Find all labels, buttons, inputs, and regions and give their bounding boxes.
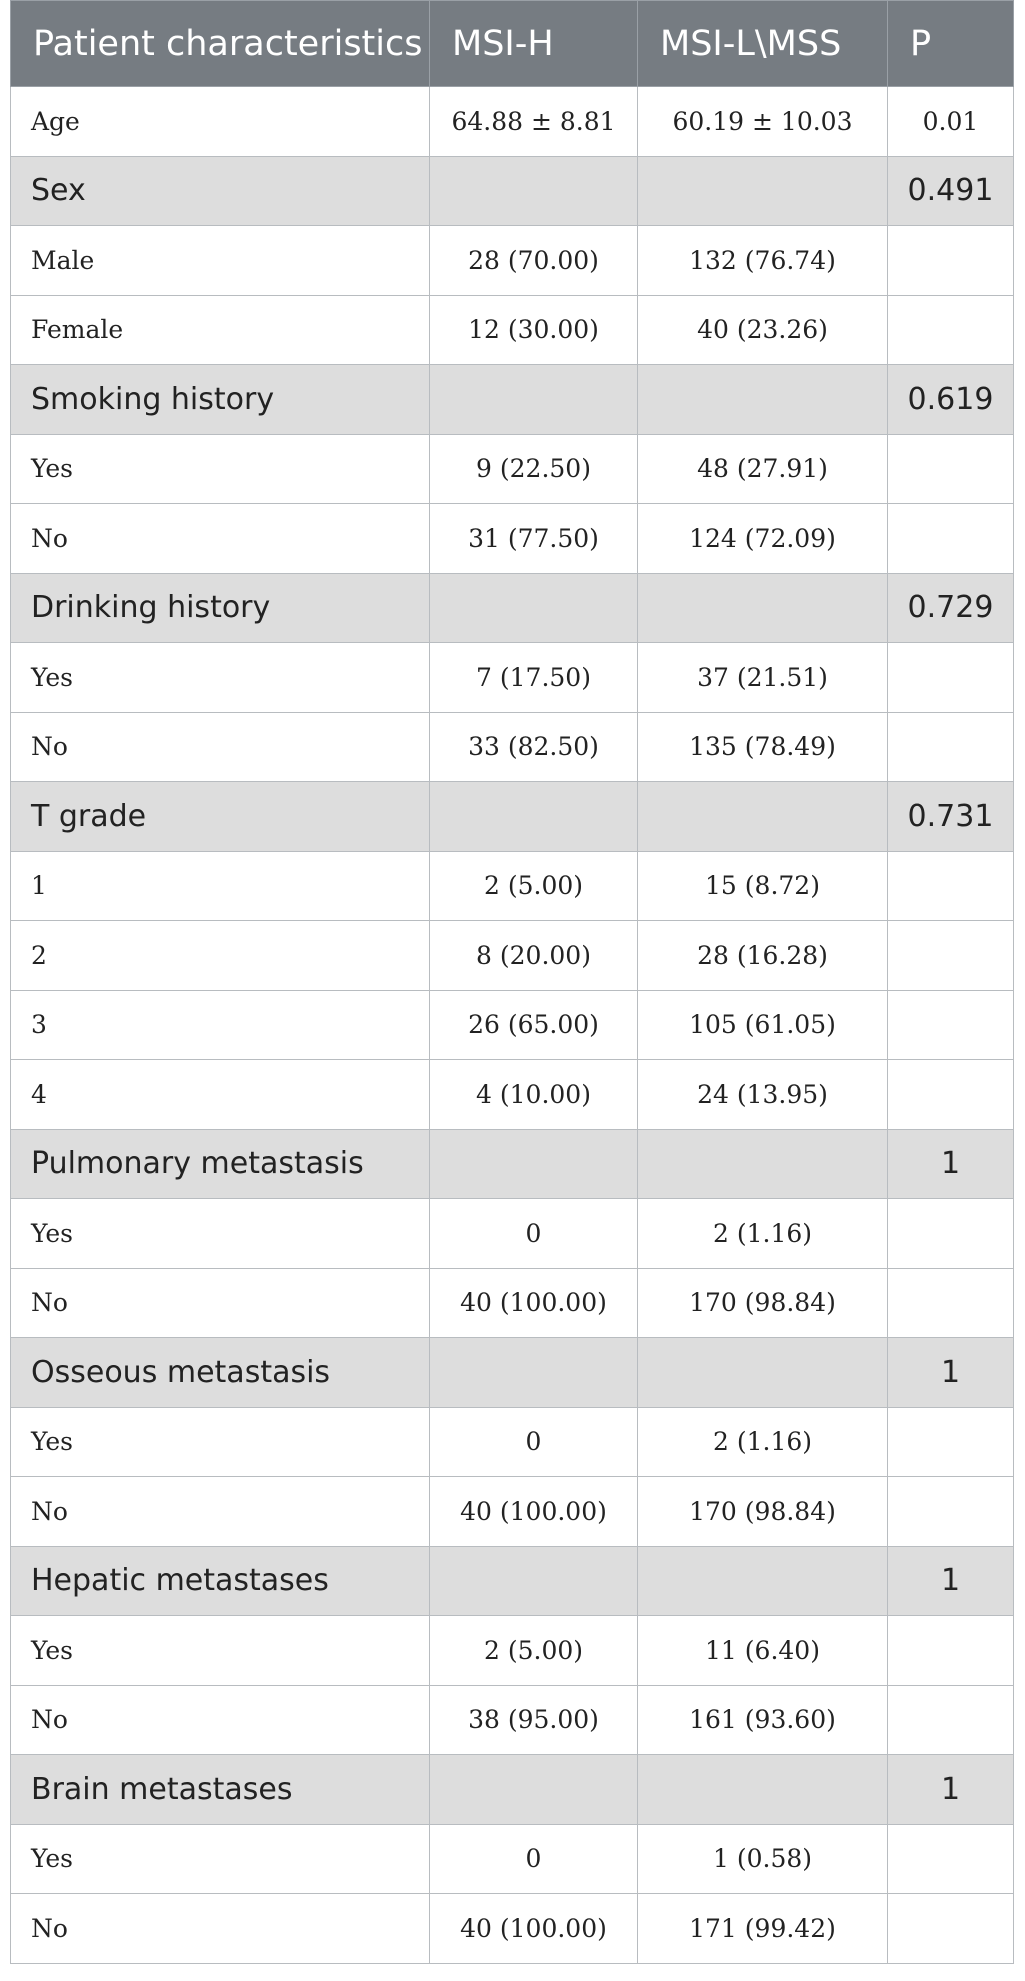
- table-row: [11, 1407, 1014, 1477]
- msi-l-mss-value: 2 (1.16): [638, 1199, 888, 1269]
- msi-l-mss-value: 170 (98.84): [638, 1477, 888, 1547]
- group-row: [11, 573, 1014, 643]
- patient-characteristics-table: [10, 0, 1014, 1964]
- group-row: [11, 782, 1014, 852]
- p-value: [888, 1407, 1014, 1477]
- msi-l-mss-value: 135 (78.49): [638, 712, 888, 782]
- p-value: 1: [888, 1755, 1014, 1825]
- msi-h-value: [430, 1338, 638, 1408]
- p-value: [888, 1060, 1014, 1130]
- header-msi-l-mss: MSI-L\MSS: [638, 1, 888, 87]
- msi-l-mss-value: [638, 365, 888, 435]
- p-value: [888, 1616, 1014, 1686]
- p-value: [888, 1894, 1014, 1964]
- msi-l-mss-value: 2 (1.16): [638, 1407, 888, 1477]
- table-row: [11, 1060, 1014, 1130]
- msi-l-mss-value: [638, 573, 888, 643]
- msi-l-mss-value: [638, 156, 888, 226]
- msi-l-mss-value: 171 (99.42): [638, 1894, 888, 1964]
- table-row: [11, 1616, 1014, 1686]
- group-label: Sex: [11, 156, 430, 226]
- row-label: No: [11, 712, 430, 782]
- header-msi-h: MSI-H: [430, 1, 638, 87]
- msi-h-value: 33 (82.50): [430, 712, 638, 782]
- table-row: [11, 295, 1014, 365]
- group-label: Drinking history: [11, 573, 430, 643]
- row-label: Yes: [11, 643, 430, 713]
- p-value: [888, 434, 1014, 504]
- row-label: Female: [11, 295, 430, 365]
- group-label: Brain metastases: [11, 1755, 430, 1825]
- table-row: [11, 1685, 1014, 1755]
- p-value: [888, 1268, 1014, 1338]
- p-value: 1: [888, 1546, 1014, 1616]
- msi-l-mss-value: 40 (23.26): [638, 295, 888, 365]
- p-value: [888, 851, 1014, 921]
- msi-h-value: 7 (17.50): [430, 643, 638, 713]
- msi-h-value: 0: [430, 1407, 638, 1477]
- group-label: T grade: [11, 782, 430, 852]
- msi-l-mss-value: 48 (27.91): [638, 434, 888, 504]
- row-label: 4: [11, 1060, 430, 1130]
- table-row: [11, 1477, 1014, 1547]
- msi-l-mss-value: 132 (76.74): [638, 226, 888, 296]
- group-row: [11, 1338, 1014, 1408]
- header-patient-characteristics: Patient characteristics: [11, 1, 430, 87]
- p-value: [888, 1685, 1014, 1755]
- p-value: [888, 226, 1014, 296]
- group-row: [11, 1129, 1014, 1199]
- msi-h-value: 64.88 ± 8.81: [430, 87, 638, 157]
- p-value: 0.01: [888, 87, 1014, 157]
- row-label: Yes: [11, 434, 430, 504]
- table-row: [11, 226, 1014, 296]
- table-row: [11, 990, 1014, 1060]
- p-value: 0.491: [888, 156, 1014, 226]
- msi-l-mss-value: 60.19 ± 10.03: [638, 87, 888, 157]
- row-label: No: [11, 1477, 430, 1547]
- group-label: Pulmonary metastasis: [11, 1129, 430, 1199]
- msi-l-mss-value: 170 (98.84): [638, 1268, 888, 1338]
- row-label: Yes: [11, 1616, 430, 1686]
- row-label: 1: [11, 851, 430, 921]
- p-value: [888, 921, 1014, 991]
- table-row: [11, 504, 1014, 574]
- group-row: [11, 1546, 1014, 1616]
- msi-h-value: 2 (5.00): [430, 851, 638, 921]
- p-value: [888, 295, 1014, 365]
- table-row: [11, 643, 1014, 713]
- row-label: Male: [11, 226, 430, 296]
- msi-h-value: [430, 1755, 638, 1825]
- table-row: [11, 1894, 1014, 1964]
- msi-h-value: 31 (77.50): [430, 504, 638, 574]
- row-label: 2: [11, 921, 430, 991]
- msi-h-value: 2 (5.00): [430, 1616, 638, 1686]
- table-row: [11, 851, 1014, 921]
- p-value: [888, 643, 1014, 713]
- row-label: 3: [11, 990, 430, 1060]
- header-p: P: [888, 1, 1014, 87]
- msi-h-value: 9 (22.50): [430, 434, 638, 504]
- table-row: [11, 434, 1014, 504]
- group-label: Hepatic metastases: [11, 1546, 430, 1616]
- msi-h-value: [430, 782, 638, 852]
- row-label: No: [11, 1268, 430, 1338]
- table-row: [11, 1824, 1014, 1894]
- msi-h-value: 4 (10.00): [430, 1060, 638, 1130]
- msi-l-mss-value: 11 (6.40): [638, 1616, 888, 1686]
- msi-h-value: 8 (20.00): [430, 921, 638, 991]
- table-row: [11, 712, 1014, 782]
- group-label: Osseous metastasis: [11, 1338, 430, 1408]
- msi-h-value: [430, 1546, 638, 1616]
- group-row: [11, 365, 1014, 435]
- msi-l-mss-value: [638, 1338, 888, 1408]
- msi-l-mss-value: 1 (0.58): [638, 1824, 888, 1894]
- p-value: 1: [888, 1129, 1014, 1199]
- group-label: Smoking history: [11, 365, 430, 435]
- row-label: Yes: [11, 1199, 430, 1269]
- p-value: 0.619: [888, 365, 1014, 435]
- p-value: [888, 1824, 1014, 1894]
- group-row: [11, 1755, 1014, 1825]
- msi-h-value: [430, 156, 638, 226]
- msi-h-value: 38 (95.00): [430, 1685, 638, 1755]
- msi-h-value: 0: [430, 1199, 638, 1269]
- p-value: [888, 1199, 1014, 1269]
- msi-l-mss-value: [638, 1755, 888, 1825]
- p-value: [888, 712, 1014, 782]
- row-label: No: [11, 504, 430, 574]
- msi-h-value: 40 (100.00): [430, 1894, 638, 1964]
- msi-l-mss-value: 15 (8.72): [638, 851, 888, 921]
- p-value: [888, 990, 1014, 1060]
- msi-h-value: [430, 365, 638, 435]
- msi-l-mss-value: [638, 1546, 888, 1616]
- row-label: Yes: [11, 1824, 430, 1894]
- group-row: [11, 156, 1014, 226]
- msi-h-value: 0: [430, 1824, 638, 1894]
- msi-l-mss-value: 105 (61.05): [638, 990, 888, 1060]
- p-value: 1: [888, 1338, 1014, 1408]
- msi-l-mss-value: [638, 1129, 888, 1199]
- p-value: 0.731: [888, 782, 1014, 852]
- row-label: Yes: [11, 1407, 430, 1477]
- table-row: [11, 1199, 1014, 1269]
- msi-h-value: 28 (70.00): [430, 226, 638, 296]
- table-row: [11, 1268, 1014, 1338]
- table-row: [11, 921, 1014, 991]
- msi-l-mss-value: 161 (93.60): [638, 1685, 888, 1755]
- p-value: [888, 504, 1014, 574]
- msi-h-value: 26 (65.00): [430, 990, 638, 1060]
- row-label: Age: [11, 87, 430, 157]
- p-value: [888, 1477, 1014, 1547]
- p-value: 0.729: [888, 573, 1014, 643]
- row-label: No: [11, 1894, 430, 1964]
- msi-l-mss-value: 124 (72.09): [638, 504, 888, 574]
- msi-l-mss-value: 28 (16.28): [638, 921, 888, 991]
- table-row: [11, 87, 1014, 157]
- msi-l-mss-value: 37 (21.51): [638, 643, 888, 713]
- row-label: No: [11, 1685, 430, 1755]
- header-row: [11, 1, 1014, 87]
- msi-h-value: [430, 1129, 638, 1199]
- msi-h-value: 12 (30.00): [430, 295, 638, 365]
- msi-l-mss-value: [638, 782, 888, 852]
- msi-l-mss-value: 24 (13.95): [638, 1060, 888, 1130]
- msi-h-value: [430, 573, 638, 643]
- msi-h-value: 40 (100.00): [430, 1477, 638, 1547]
- msi-h-value: 40 (100.00): [430, 1268, 638, 1338]
